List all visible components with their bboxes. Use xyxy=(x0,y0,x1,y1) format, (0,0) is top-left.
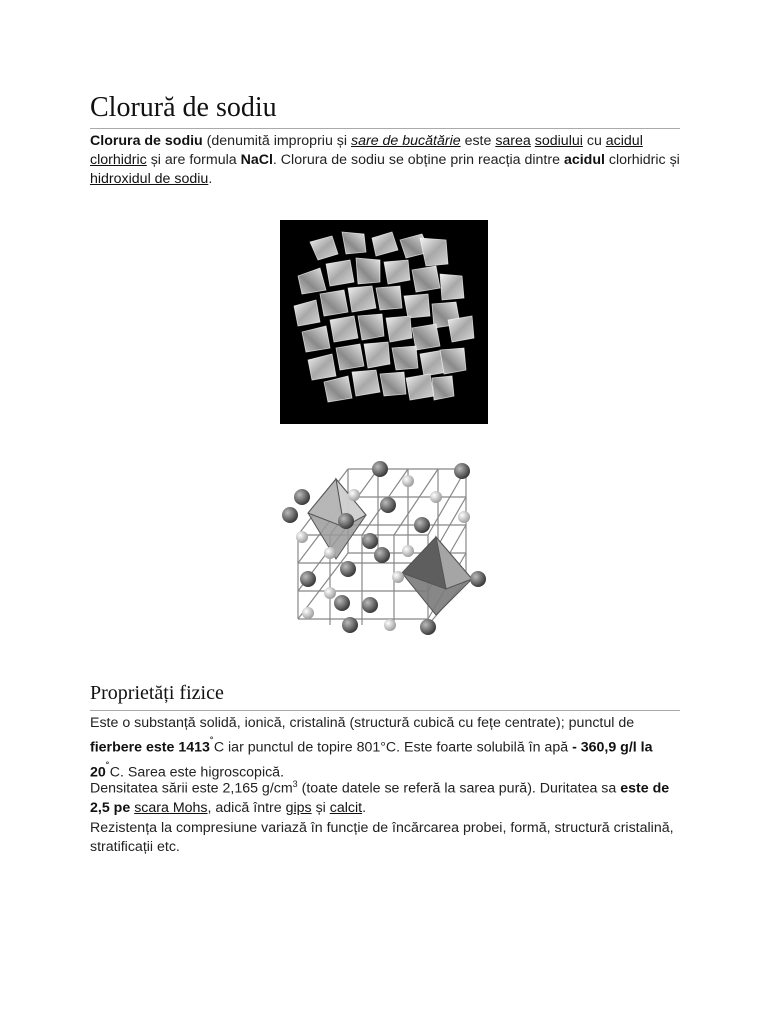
degree-symbol: ˚ xyxy=(105,759,110,774)
text: (toate datele se referă la sarea pură). Duritatea sa xyxy=(297,780,621,797)
text: Densitatea sării este 2,165 g/cm xyxy=(90,780,293,797)
text: . xyxy=(362,799,367,816)
nacl-crystal-lattice-diagram xyxy=(278,455,490,645)
degree-symbol: ˚ xyxy=(209,735,214,749)
text: . Clorura de sodiu se obține prin reacția dintre xyxy=(272,152,564,168)
term-bold: acidul xyxy=(563,152,605,168)
link-hidroxidul-de-sodiu[interactable]: hidroxidul de sodiu xyxy=(90,171,209,187)
link-sare-de-bucatarie[interactable]: sare de bucătărie xyxy=(350,133,461,149)
text: și xyxy=(311,799,330,816)
term-bold: fierbere este 1413 xyxy=(90,739,210,756)
text: , adică între xyxy=(207,799,286,816)
link-acidul-clorhidric[interactable]: acidul clorhidric xyxy=(90,133,643,168)
superscript: 3 xyxy=(292,779,298,789)
text: Este o substanță solidă, ionică, cristalină (structură cubică cu fețe centrate); punctul de xyxy=(90,715,635,731)
term-bold: Clorura de sodiu xyxy=(90,133,203,149)
section-heading: Proprietăți fizice xyxy=(90,680,680,711)
text: (denumită impropriu și xyxy=(202,133,351,149)
paragraph-2 xyxy=(90,775,680,818)
link-gips[interactable]: gips xyxy=(285,799,312,816)
page-title: Clorură de sodiu xyxy=(90,90,680,129)
link-sarea[interactable]: sarea xyxy=(495,133,531,149)
term-bold: este de 2,5 pe xyxy=(90,780,670,816)
salt-crystals-photo xyxy=(280,220,488,424)
text: și are formula xyxy=(146,152,241,168)
formula: NaCl xyxy=(240,152,273,168)
paragraph-3: Rezistența la compresiune variază în funcție de încărcarea probei, formă, structură cristalină, stratificații etc. xyxy=(90,820,674,855)
link-scara-mohs[interactable]: scara Mohs xyxy=(134,799,208,816)
term-bold: - 360,9 g/l la 20 xyxy=(90,739,653,781)
link-sodiului[interactable]: sodiului xyxy=(534,133,583,149)
text: este xyxy=(460,133,496,149)
lattice-drawing xyxy=(278,455,490,645)
text: C. Sarea este higroscopică. xyxy=(109,764,285,781)
intro-paragraph xyxy=(90,132,680,189)
text: cu xyxy=(582,133,606,149)
crystal-drawing xyxy=(280,220,488,424)
text: C iar punctul de topire 801°C. Este foarte solubilă în apă xyxy=(213,739,573,756)
text: clorhidric și xyxy=(604,152,680,168)
paragraph-1 xyxy=(90,714,680,782)
link-calcit[interactable]: calcit xyxy=(329,799,363,816)
text: . xyxy=(208,171,213,187)
